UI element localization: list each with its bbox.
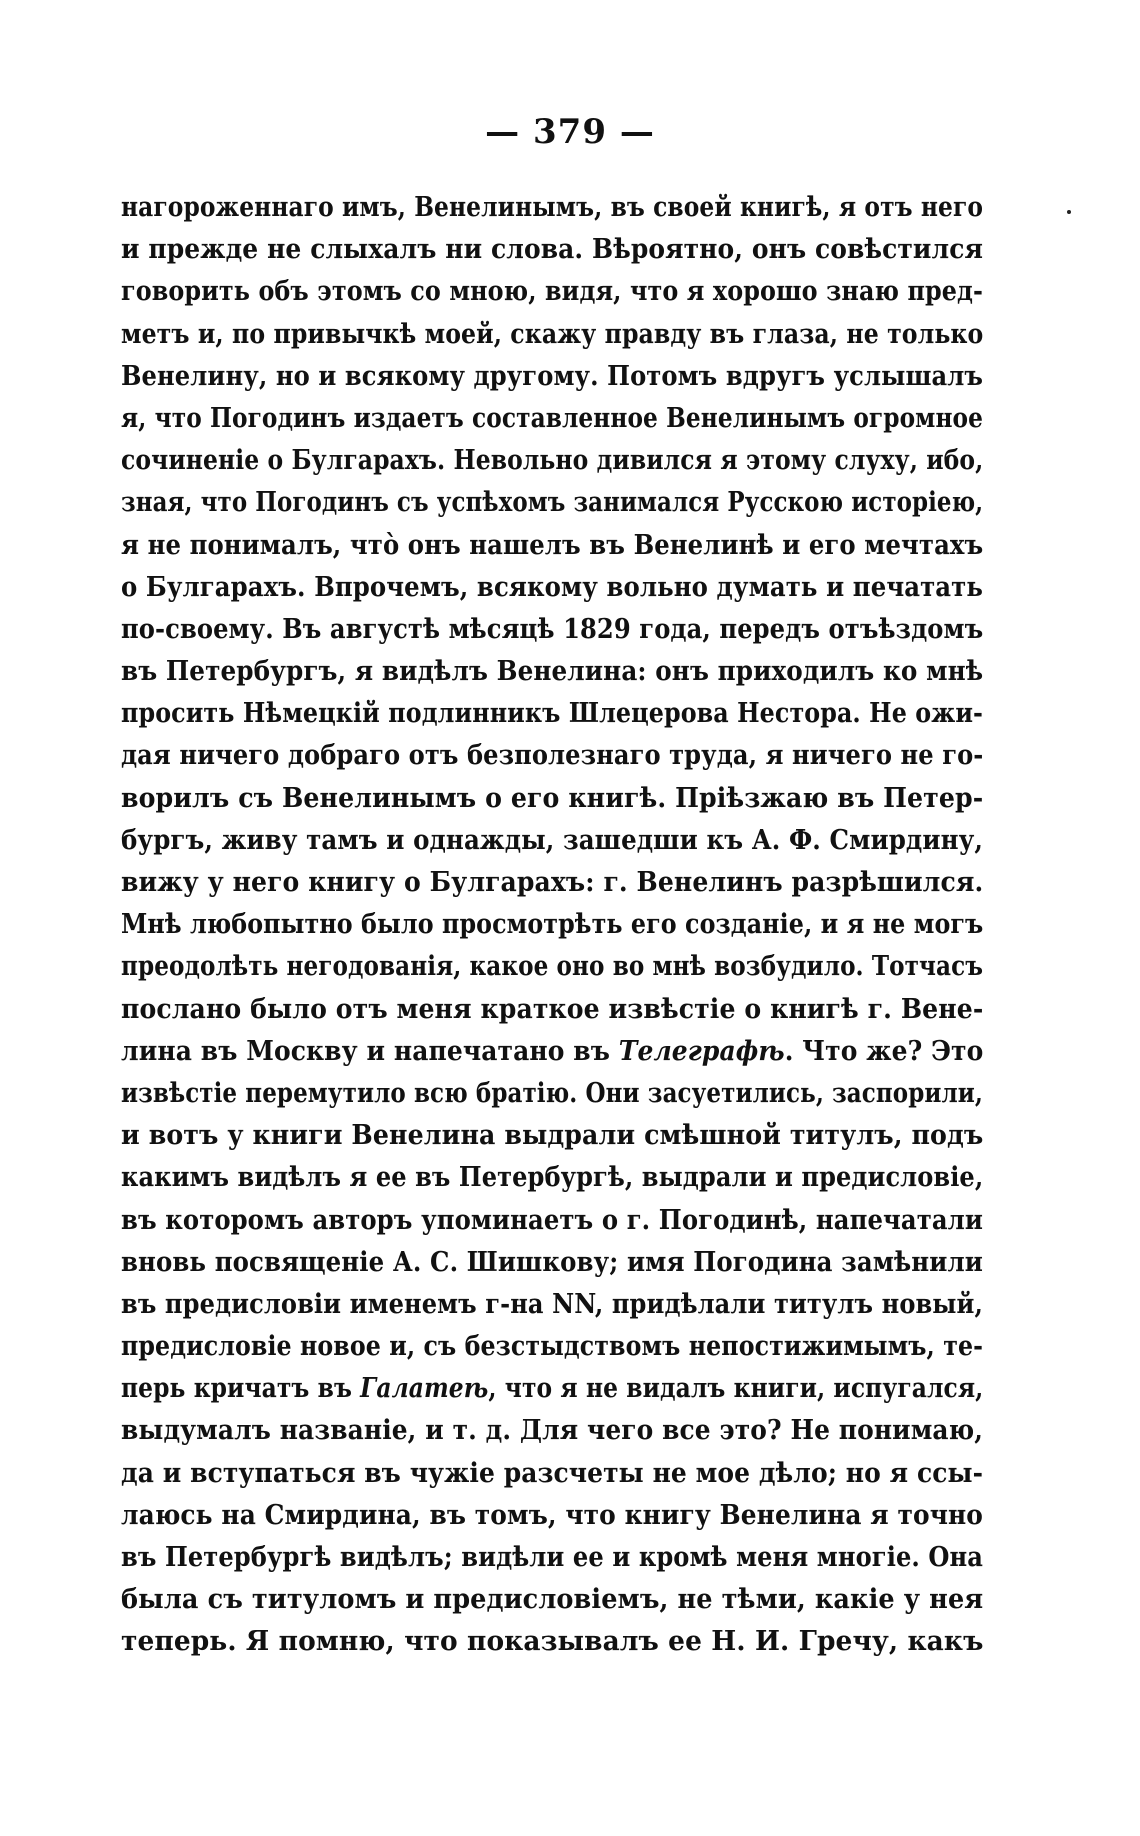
italic-title: Галатеѣ [360, 1372, 489, 1405]
text-line: и прежде не слыхалъ ни слова. Вѣроятно, онъ совѣстился [121, 233, 984, 266]
text-line: въ которомъ авторъ упоминаетъ о г. Погодинѣ, напечатали [121, 1203, 984, 1236]
text-line: сочиненіе о Булгарахъ. Невольно дивился я этому слуху, ибо, [121, 444, 984, 477]
text-line: теперь. Я помню, что показывалъ ее Н. И. Гречу, какъ [121, 1625, 984, 1658]
text-line: Венелину, но и всякому другому. Потомъ вдругъ услышалъ [121, 359, 984, 392]
text-line: бургъ, живу тамъ и однажды, зашедши къ А. Ф. Смирдину, [121, 823, 984, 856]
text-line: Мнѣ любопытно было просмотрѣть его созданіе, и я не могъ [121, 908, 984, 941]
text-line: преодолѣть негодованія, какое оно во мнѣ возбудило. Тотчасъ [121, 950, 984, 983]
text-line: метъ и, по привычкѣ моей, скажу правду въ глаза, не только [121, 317, 984, 350]
text-line: ворилъ съ Венелинымъ о его книгѣ. Пріѣзжаю въ Петер- [121, 781, 984, 814]
text-line: я не понималъ, что̀ онъ нашелъ въ Венелинѣ и его мечтахъ [121, 528, 984, 561]
text-line: предисловіе новое и, съ безстыдствомъ непостижимымъ, те- [121, 1330, 984, 1363]
text-line: вижу у него книгу о Булгарахъ: г. Венелинъ разрѣшился. [121, 866, 984, 898]
text-line: по-своему. Въ августѣ мѣсяцѣ 1829 года, передъ отъѣздомъ [121, 612, 984, 645]
line-segment: перь кричатъ въ [121, 1372, 361, 1405]
line-segment: . Что же? Это [784, 1034, 984, 1067]
text-line: нагороженнаго имъ, Венелинымъ, въ своей книгѣ, я отъ него [121, 191, 984, 223]
text-line: вновь посвященіе А. С. Шишкову; имя Погодина замѣнили [121, 1245, 983, 1278]
text-line [121, 1367, 983, 1409]
text-line: и вотъ у книги Венелина выдрали смѣшной титулъ, подъ [121, 1119, 984, 1152]
body-text [121, 186, 983, 1663]
text-line: говорить объ этомъ со мною, видя, что я хорошо знаю пред- [121, 275, 983, 308]
text-line: извѣстіе перемутило всю братію. Они засуетились, заспорили, [121, 1076, 984, 1109]
text-line: о Булгарахъ. Впрочемъ, всякому вольно думать и печатать [121, 570, 983, 603]
text-line: выдумалъ названіе, и т. д. Для чего все это? Не понимаю, [121, 1414, 984, 1447]
text-line: я, что Погодинъ издаетъ составленное Венелинымъ огромное [121, 401, 984, 434]
text-line: зная, что Погодинъ съ успѣхомъ занимался Русскою исторіею, [121, 486, 984, 519]
italic-title: Телеграфѣ [618, 1034, 785, 1067]
text-line: да и вступаться въ чужіе разсчеты не мое дѣло; но я ссы- [121, 1456, 984, 1489]
text-line: въ Петербургъ, я видѣлъ Венелина: онъ приходилъ ко мнѣ [121, 655, 984, 688]
text-line [121, 1030, 983, 1072]
text-line: просить Нѣмецкій подлинникъ Шлецерова Нестора. Не ожи- [121, 697, 984, 730]
text-line: лаюсь на Смирдина, въ томъ, что книгу Венелина я точно [121, 1498, 983, 1531]
page-number: — 379 — [485, 112, 655, 152]
text-line: какимъ видѣлъ я ее въ Петербургѣ, выдрали и предисловіе, [121, 1161, 984, 1194]
line-segment: лина въ Москву и напечатано въ [121, 1034, 619, 1067]
margin-speck [1067, 210, 1071, 214]
text-line: была съ титуломъ и предисловіемъ, не тѣми, какіе у нея [121, 1583, 984, 1616]
line-segment: , что я не видалъ книги, испугался, [488, 1372, 984, 1405]
text-line: въ Петербургѣ видѣлъ; видѣли ее и кромѣ меня многіе. Она [121, 1541, 983, 1573]
text-line: послано было отъ меня краткое извѣстіе о книгѣ г. Вене- [121, 992, 984, 1025]
text-line: дая ничего добраго отъ безполезнаго труда, я ничего не го- [121, 739, 984, 772]
text-line: въ предисловіи именемъ г-на NN, придѣлали титулъ новый, [121, 1287, 983, 1320]
